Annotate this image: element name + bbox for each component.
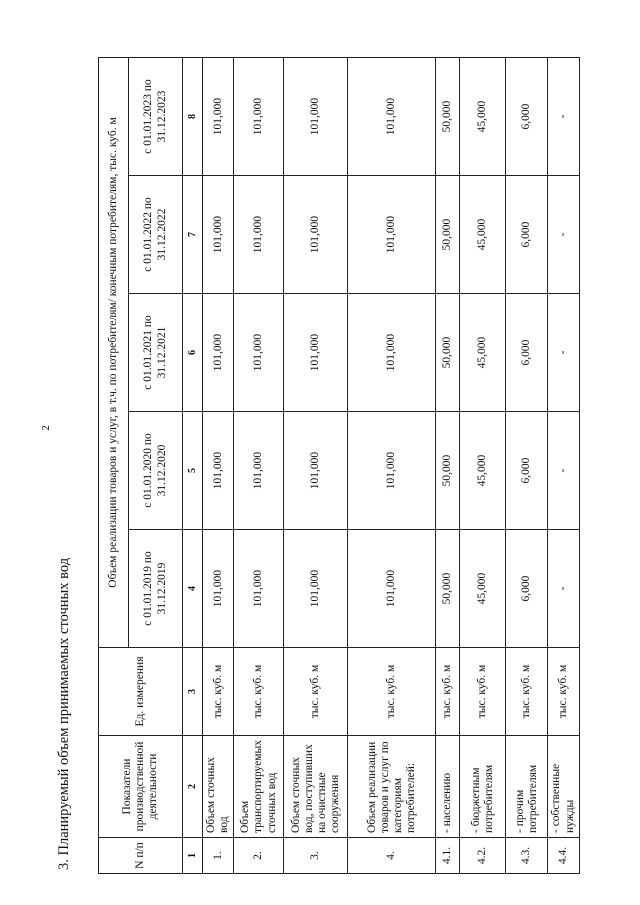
- header-unit: Ед. измерения: [99, 648, 183, 736]
- row-number: 4.: [348, 838, 436, 874]
- row-value: 45,000: [460, 176, 506, 294]
- row-value: 6,000: [506, 530, 548, 648]
- row-value: 101,000: [348, 530, 436, 648]
- row-value: -: [548, 530, 579, 648]
- row-number: 2.: [234, 838, 284, 874]
- table-row: [436, 57, 460, 873]
- row-unit: тыс. куб. м: [506, 648, 548, 736]
- row-value: 45,000: [460, 412, 506, 530]
- col-number: 4: [183, 530, 203, 648]
- header-group: Объем реализации товаров и услуг, в т.ч. по потребителям/ конечным потребителям, тыс. куб. м: [99, 57, 129, 647]
- page-number: 2: [40, 425, 52, 431]
- col-number: 3: [183, 648, 203, 736]
- row-value: 6,000: [506, 176, 548, 294]
- row-number: 3.: [284, 838, 348, 874]
- row-value: 50,000: [436, 412, 460, 530]
- row-value: 101,000: [234, 57, 284, 175]
- row-name: Объем реализации товаров и услуг по категориям потребителей:: [348, 736, 436, 838]
- row-value: 101,000: [348, 294, 436, 412]
- row-value: 45,000: [460, 57, 506, 175]
- table-row: [234, 57, 284, 873]
- row-unit: тыс. куб. м: [348, 648, 436, 736]
- row-value: 6,000: [506, 57, 548, 175]
- row-value: 101,000: [234, 294, 284, 412]
- section-heading: 3. Планируемый объем принимаемых сточных вод: [56, 557, 72, 870]
- header-period: с 01.01.2020 по 31.12.2020: [129, 412, 183, 530]
- row-value: 101,000: [284, 294, 348, 412]
- table-row: [348, 57, 436, 873]
- row-value: 101,000: [348, 57, 436, 175]
- table-row: [460, 57, 506, 873]
- row-value: -: [548, 176, 579, 294]
- row-name: Объем транспортируемых сточных вод: [234, 736, 284, 838]
- row-value: 6,000: [506, 294, 548, 412]
- row-number: 4.1.: [436, 838, 460, 874]
- row-value: 101,000: [203, 176, 234, 294]
- col-number: 1: [183, 838, 203, 874]
- row-name: - бюджетным потребителям: [460, 736, 506, 838]
- row-unit: тыс. куб. м: [436, 648, 460, 736]
- col-number: 8: [183, 57, 203, 175]
- row-name: - населению: [436, 736, 460, 838]
- header-period: с 01.01.2022 по 31.12.2022: [129, 176, 183, 294]
- row-unit: тыс. куб. м: [234, 648, 284, 736]
- col-number: 5: [183, 412, 203, 530]
- col-number: 6: [183, 294, 203, 412]
- row-value: 101,000: [203, 57, 234, 175]
- row-number: 1.: [203, 838, 234, 874]
- row-value: 50,000: [436, 294, 460, 412]
- row-number: 4.2.: [460, 838, 506, 874]
- table-row: [203, 57, 234, 873]
- row-value: 101,000: [203, 294, 234, 412]
- header-row-group: [99, 57, 129, 873]
- col-number: 2: [183, 736, 203, 838]
- row-value: 101,000: [203, 412, 234, 530]
- header-period: с 01.01.2019 по 31.12.2019: [129, 530, 183, 648]
- row-value: 101,000: [284, 530, 348, 648]
- row-value: 101,000: [284, 412, 348, 530]
- row-name: Объем сточных вод: [203, 736, 234, 838]
- row-value: 101,000: [348, 412, 436, 530]
- row-value: 6,000: [506, 412, 548, 530]
- row-name: - прочим потребителям: [506, 736, 548, 838]
- table-row: [284, 57, 348, 873]
- row-value: 50,000: [436, 57, 460, 175]
- row-value: 101,000: [234, 530, 284, 648]
- row-name: - собственные нужды: [548, 736, 579, 838]
- row-value: -: [548, 412, 579, 530]
- wastewater-table: [98, 57, 580, 874]
- row-number: 4.3.: [506, 838, 548, 874]
- row-value: 101,000: [348, 176, 436, 294]
- row-unit: тыс. куб. м: [460, 648, 506, 736]
- row-unit: тыс. куб. м: [203, 648, 234, 736]
- row-value: 101,000: [234, 412, 284, 530]
- row-value: 101,000: [234, 176, 284, 294]
- row-unit: тыс. куб. м: [284, 648, 348, 736]
- row-name: Объем сточных вод, поступивших на очистные сооружения: [284, 736, 348, 838]
- row-value: 45,000: [460, 294, 506, 412]
- header-period: с 01.01.2021 по 31.12.2021: [129, 294, 183, 412]
- table-row: [506, 57, 548, 873]
- table-container: [98, 58, 576, 874]
- header-no: N п/п: [99, 838, 183, 874]
- col-number: 7: [183, 176, 203, 294]
- row-value: 50,000: [436, 530, 460, 648]
- row-value: 101,000: [284, 57, 348, 175]
- row-value: 45,000: [460, 530, 506, 648]
- header-name: Показатели производственной деятельности: [99, 736, 183, 838]
- row-value: -: [548, 294, 579, 412]
- row-value: -: [548, 57, 579, 175]
- row-value: 101,000: [284, 176, 348, 294]
- header-period: с 01.01.2023 по 31.12.2023: [129, 57, 183, 175]
- header-row-numbers: [183, 57, 203, 873]
- table-row: [548, 57, 579, 873]
- row-value: 50,000: [436, 176, 460, 294]
- row-value: 101,000: [203, 530, 234, 648]
- row-unit: тыс. куб. м: [548, 648, 579, 736]
- row-number: 4.4.: [548, 838, 579, 874]
